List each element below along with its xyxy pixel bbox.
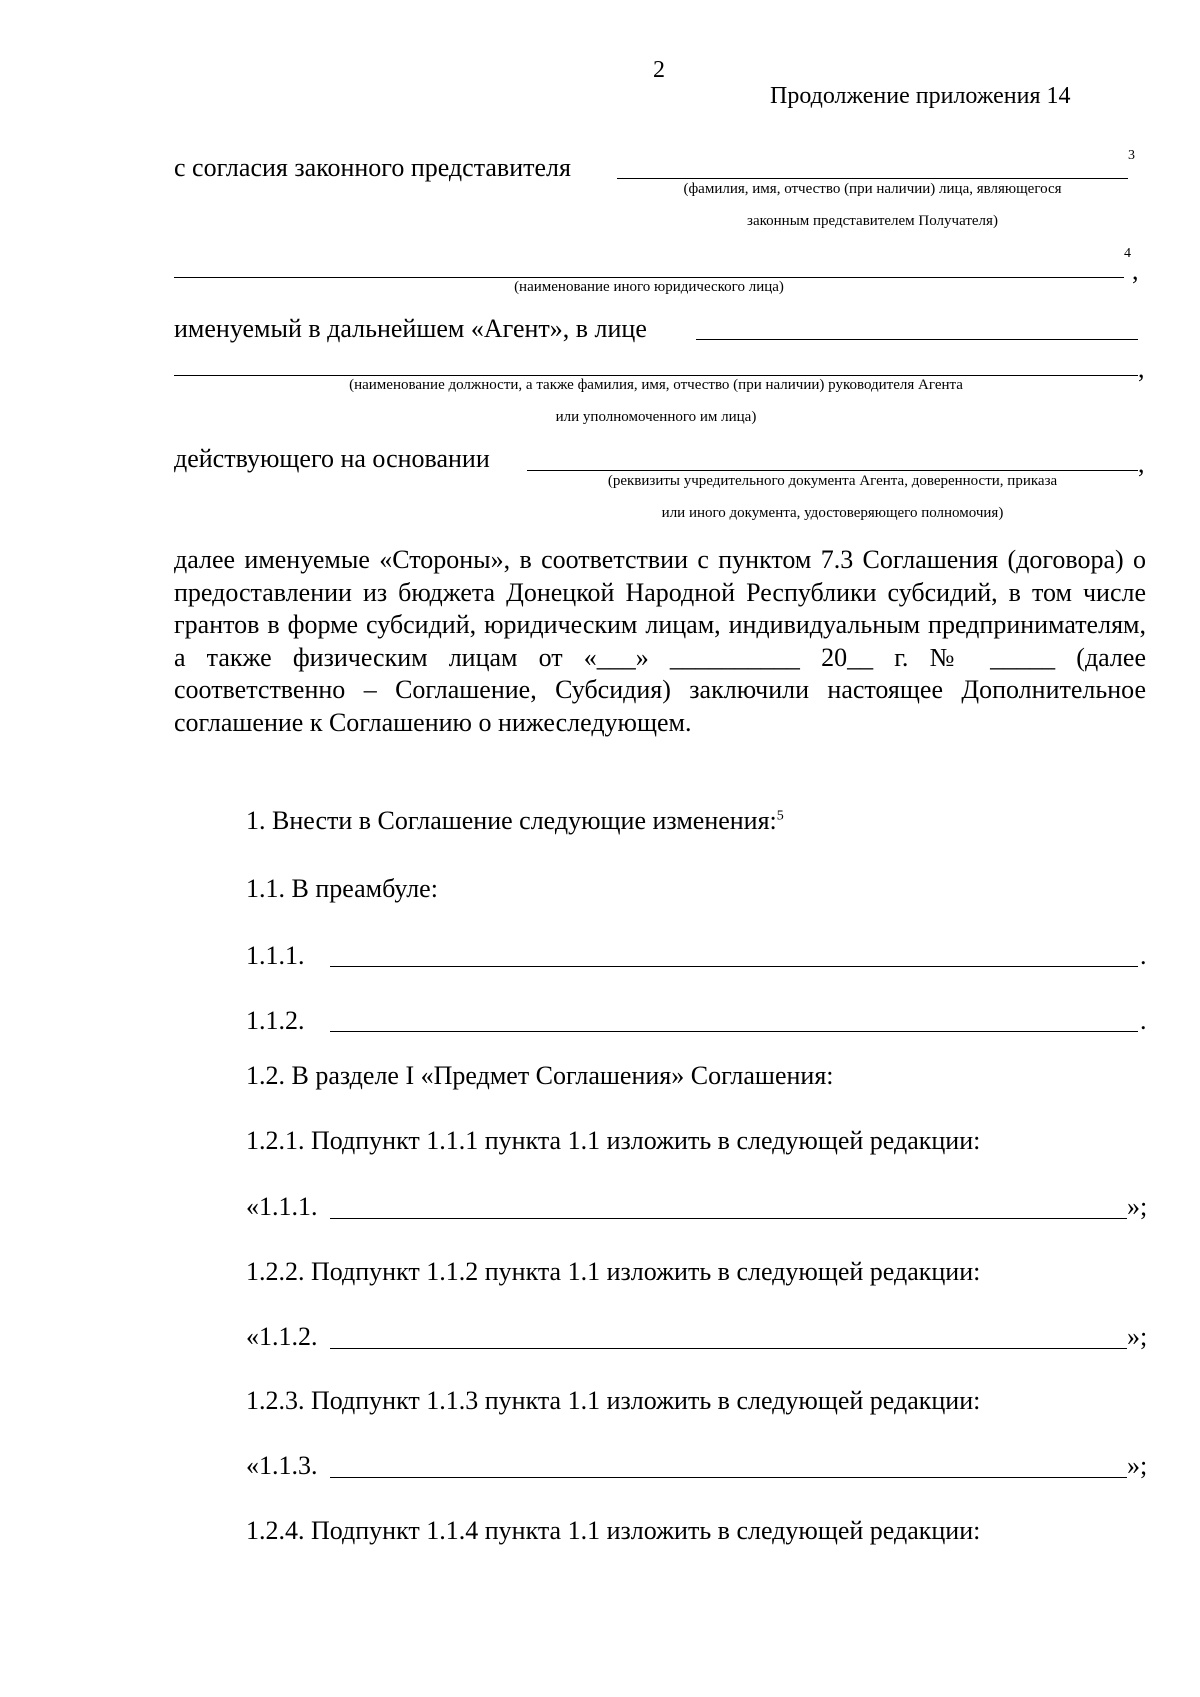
quote-1-1-1-end: »; (1127, 1192, 1148, 1221)
agent-caption-1: (наименование должности, а также фамилия, имя, отчество (при наличии) руководителя Агента (349, 377, 963, 393)
consent-label: с согласия законного представителя (174, 153, 571, 182)
item-1-1: 1.1. В преамбуле: (246, 874, 438, 903)
agent-position-blank (174, 375, 1138, 376)
basis-label: действующего на основании (174, 444, 490, 473)
item-1-1-1-end: . (1140, 941, 1147, 970)
quote-1-1-1-blank (330, 1218, 1127, 1219)
consent-caption-1: (фамилия, имя, отчество (при наличии) лица, являющегося (683, 181, 1062, 197)
item-1: 1. Внести в Соглашение следующие изменения:$^5$ (246, 806, 784, 835)
quote-1-1-3-label: «1.1.3. (246, 1451, 318, 1480)
quote-1-1-2-end: »; (1127, 1322, 1148, 1351)
item-1-2-3: 1.2.3. Подпункт 1.1.3 пункта 1.1 изложить в следующей редакции: (246, 1386, 981, 1415)
item-1-1-2-blank (330, 1031, 1138, 1032)
footnote-4: 4 (1124, 246, 1131, 261)
basis-comma: , (1138, 449, 1145, 478)
agent-comma: , (1138, 354, 1145, 383)
agent-label: именуемый в дальнейшем «Агент», в лице (174, 314, 647, 343)
basis-blank (527, 470, 1138, 471)
item-1-1-1-label: 1.1.1. (246, 941, 305, 970)
quote-1-1-2-label: «1.1.2. (246, 1322, 318, 1351)
preamble-paragraph: далее именуемые «Стороны», в соответствии с пунктом 7.3 Соглашения (договора) о предоставлении из бюджета Донецкой Народной Республики субсидий, в том числе грантов в форме субсидий, юридическим лицам, индивидуальным предпринимателям, а также физическим лицам от «___» __________ 20__ г. № _____ (далее соответственно – Соглашение, Субсидия) заключили настоящее Дополнительное соглашение к Соглашению о нижеследующем. (174, 545, 1146, 737)
quote-1-1-1-label: «1.1.1. (246, 1192, 318, 1221)
item-1-2-2: 1.2.2. Подпункт 1.1.2 пункта 1.1 изложить в следующей редакции: (246, 1257, 981, 1286)
entity-blank (174, 277, 1124, 278)
item-1-1-2-end: . (1140, 1006, 1147, 1035)
basis-caption-1: (реквизиты учредительного документа Агента, доверенности, приказа (607, 473, 1058, 489)
item-1-1-2-label: 1.1.2. (246, 1006, 305, 1035)
consent-blank (617, 178, 1128, 179)
agent-caption-2: или уполномоченного им лица) (555, 409, 757, 425)
item-1-1-1-blank (330, 966, 1138, 967)
item-1-2-1: 1.2.1. Подпункт 1.1.1 пункта 1.1 изложить в следующей редакции: (246, 1126, 981, 1155)
item-1-2-4: 1.2.4. Подпункт 1.1.4 пункта 1.1 изложить в следующей редакции: (246, 1516, 981, 1545)
quote-1-1-3-end: »; (1127, 1451, 1148, 1480)
footnote-5: 5 (776, 808, 784, 824)
entity-caption: (наименование иного юридического лица) (514, 279, 784, 295)
item-1-2: 1.2. В разделе I «Предмет Соглашения» Соглашения: (246, 1061, 834, 1090)
consent-caption-2: законным представителем Получателя) (747, 213, 998, 229)
quote-1-1-2-blank (330, 1348, 1127, 1349)
page-number: 2 (653, 57, 665, 83)
footnote-3: 3 (1128, 148, 1135, 163)
agent-person-blank (696, 339, 1138, 340)
basis-caption-2: или иного документа, удостоверяющего полномочия) (661, 505, 1004, 521)
entity-comma: , (1132, 256, 1139, 285)
continuation-note: Продолжение приложения 14 (770, 83, 1071, 109)
quote-1-1-3-blank (330, 1477, 1127, 1478)
